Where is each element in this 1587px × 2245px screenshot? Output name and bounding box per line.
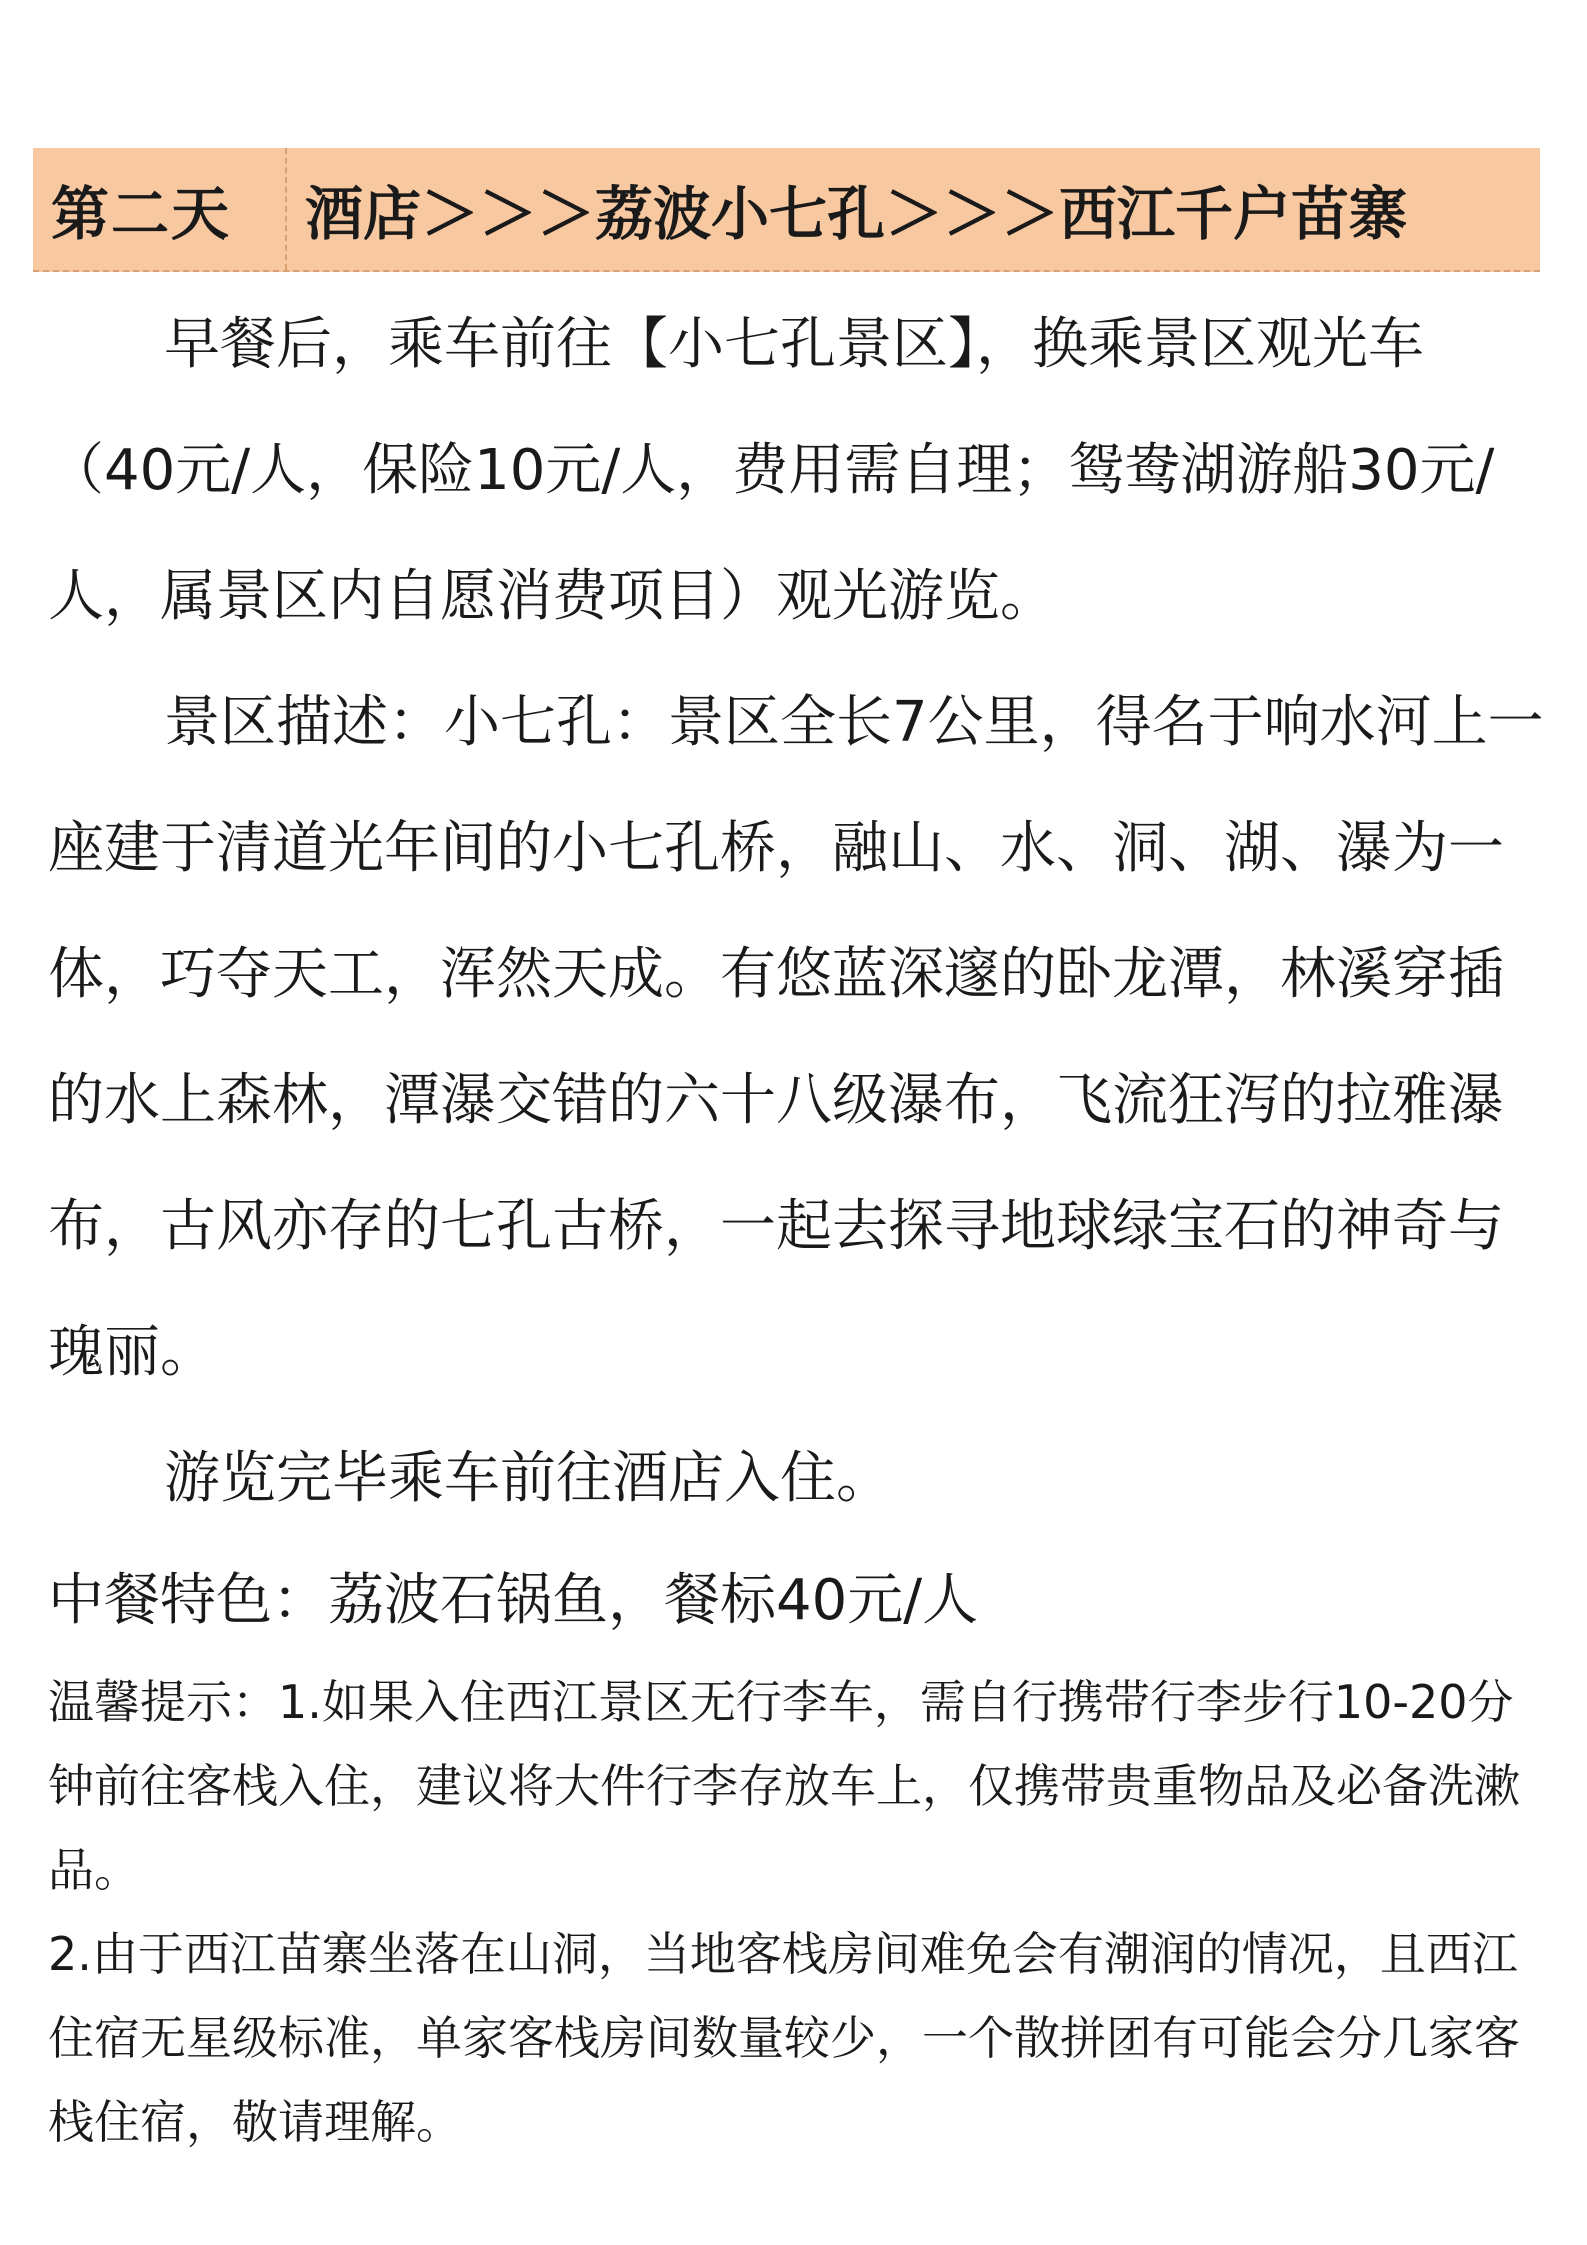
scenic-description-paragraph: 景区描述：小七孔：景区全长7公里，得名于响水河上一座建于清道光年间的小七孔桥，融山、水、洞、湖、瀑为一体，巧夺天工，浑然天成。有悠蓝深邃的卧龙潭，林溪穿插的水上森林，潭瀑交错的六十八级瀑布，飞流狂泻的拉雅瀑布，古风亦存的七孔古桥，一起去探寻地球绿宝石的神奇与瑰丽。 — [48, 690, 1544, 1385]
itinerary-paragraph-3: 游览完毕乘车前往酒店入住。 — [164, 1446, 892, 1511]
day-label: 第二天 — [33, 148, 287, 270]
tip-1: 温馨提示：1.如果入住西江景区无行李车，需自行携带行李步行10-20分钟前往客栈入住，建议将大件行李存放车上，仅携带贵重物品及必备洗漱品。 — [48, 1675, 1520, 1897]
meal-info: 中餐特色：荔波石锅鱼，餐标40元/人 — [48, 1568, 979, 1633]
tip-2: 2.由于西江苗寨坐落在山洞，当地客栈房间难免会有潮润的情况，且西江住宿无星级标准，单家客栈房间数量较少，一个散拼团有可能会分几家客栈住宿，敬请理解。 — [48, 1927, 1520, 2149]
route-title: 酒店＞＞＞荔波小七孔＞＞＞西江千户苗寨 — [305, 180, 1408, 248]
day-header — [33, 148, 1540, 272]
itinerary-paragraph-1: 早餐后，乘车前往【小七孔景区】，换乘景区观光车（40元/人，保险10元/人，费用需自理；鸳鸯湖游船30元/人，属景区内自愿消费项目）观光游览。 — [48, 312, 1495, 629]
